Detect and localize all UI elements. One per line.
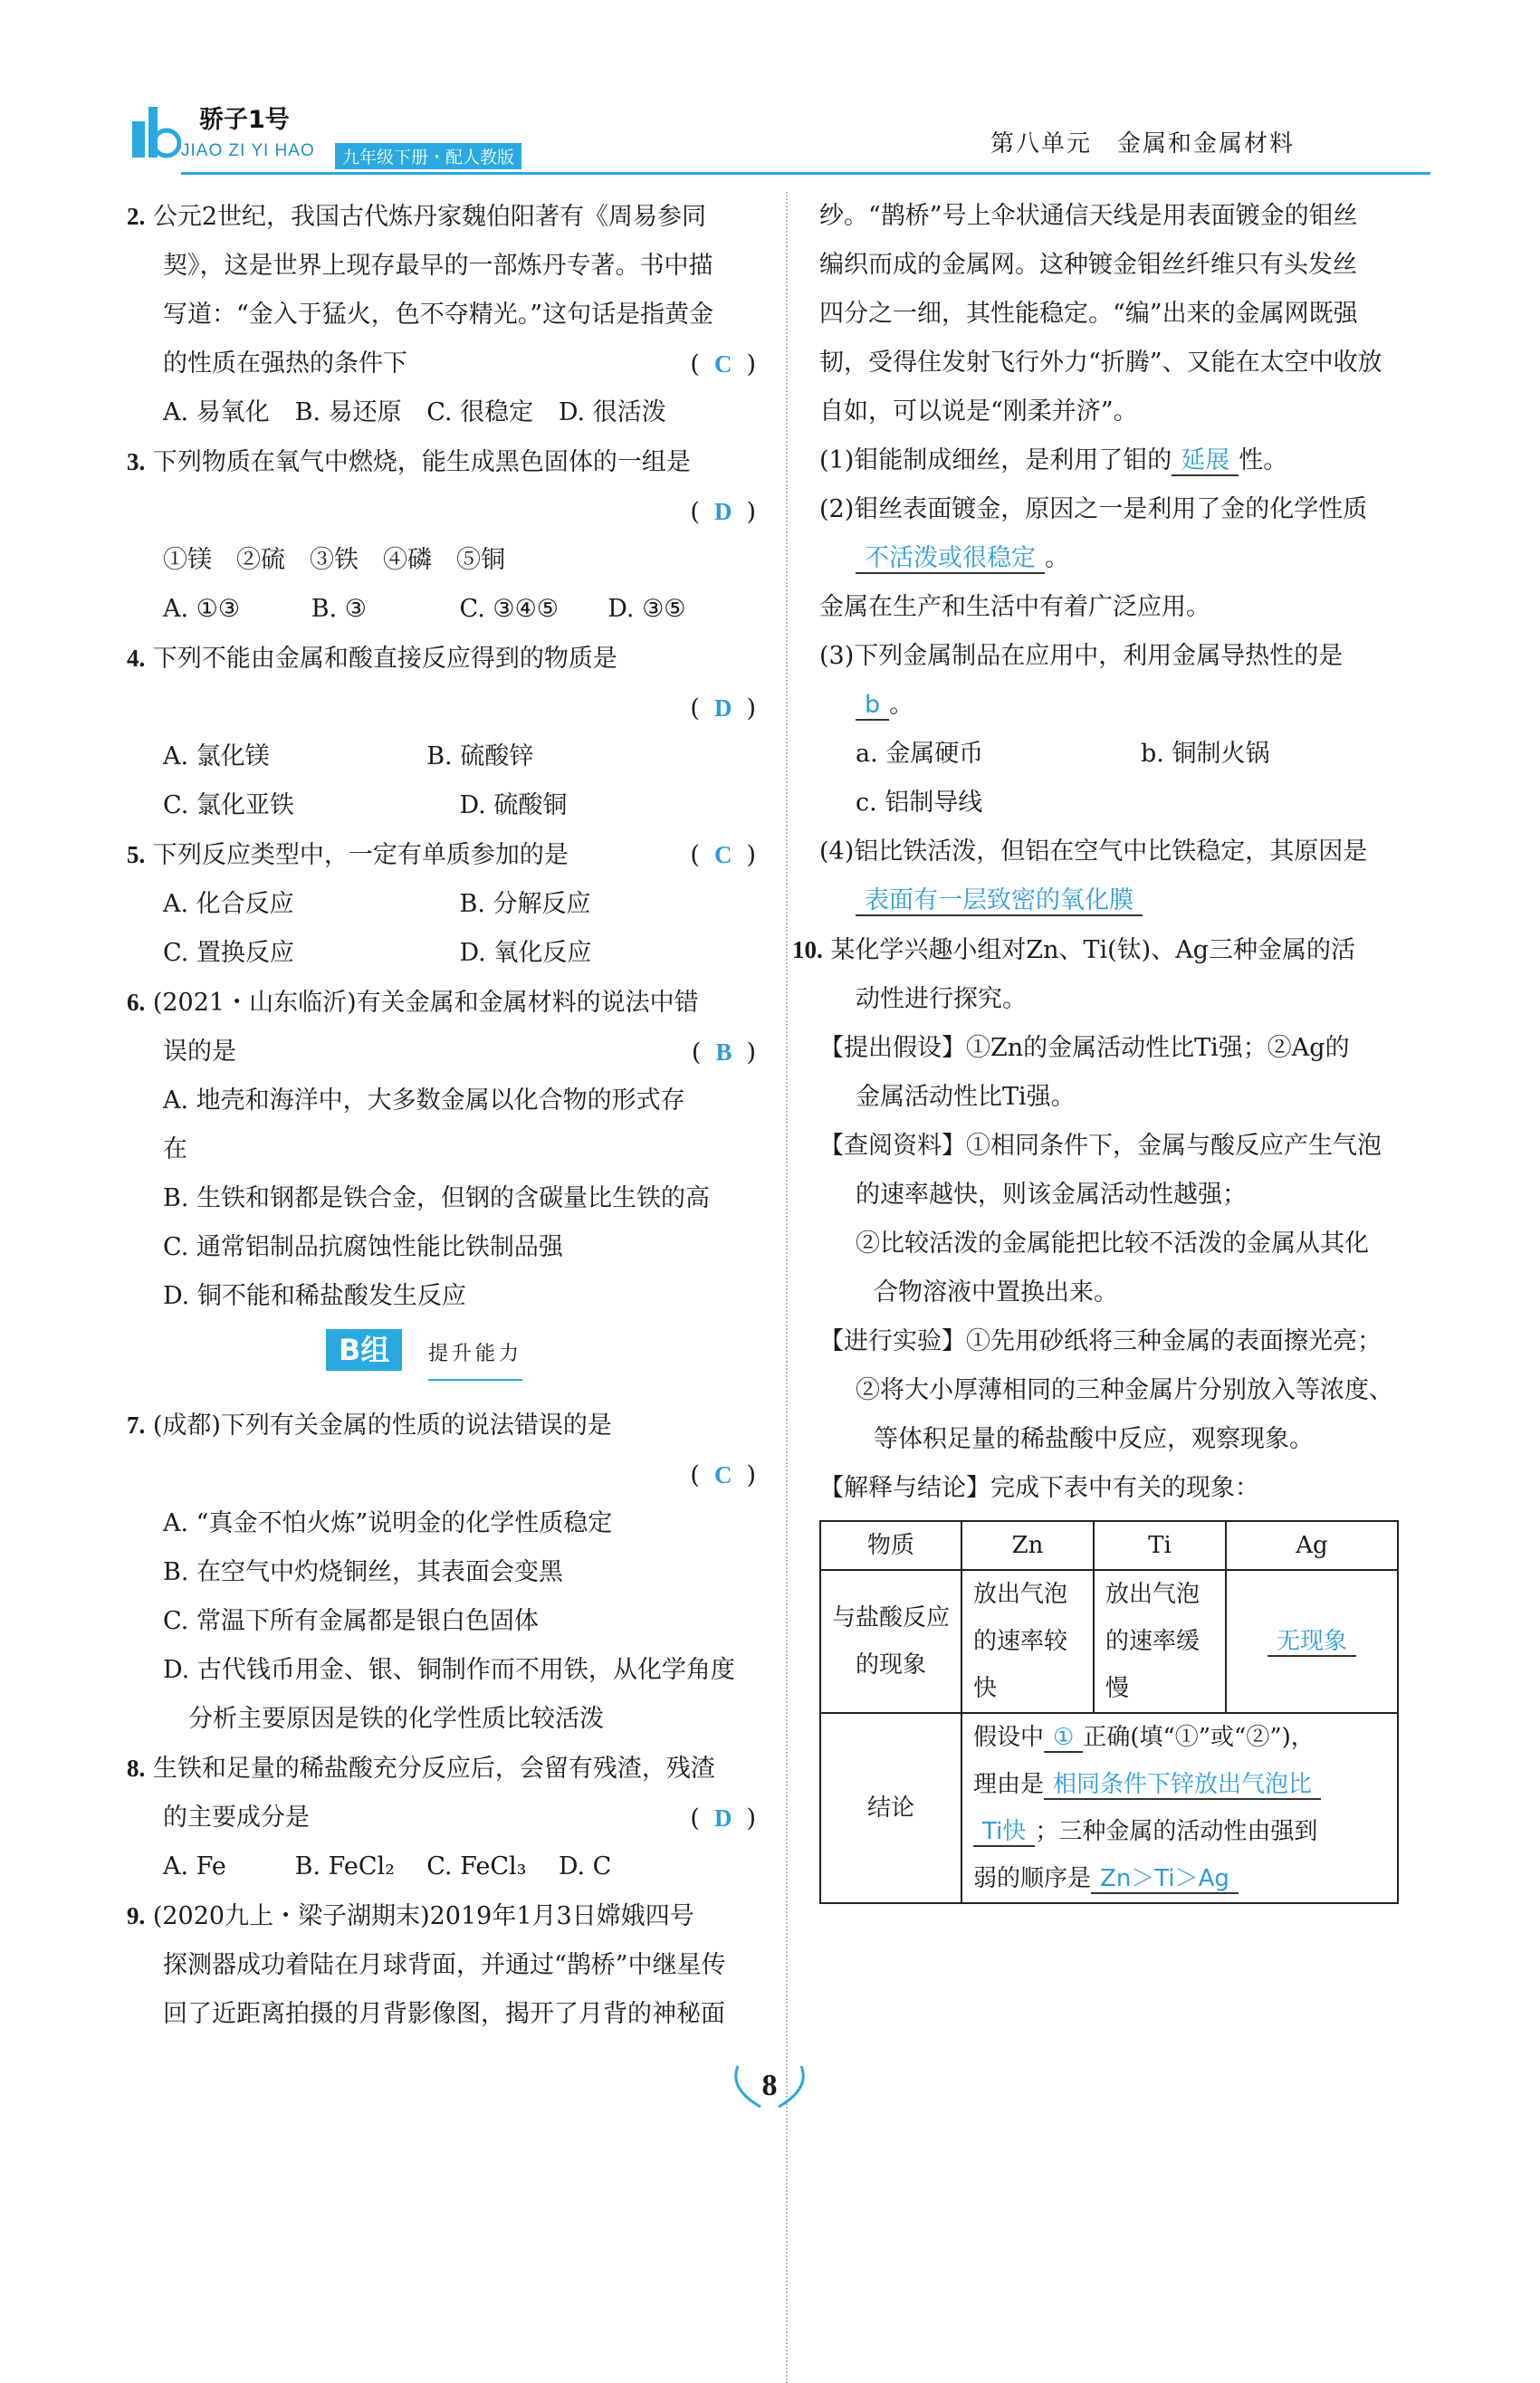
question-9: 9. (2020九上・梁子湖期末)2019年1月3日嫦娥四号 探测器成功着陆在月球背面，并通过“鹊桥”中继星传 回了近距离拍摄的月背影像图，揭开了月背的神秘面 bbox=[127, 1902, 726, 2028]
part-3: (3)下列金属制品在应用中，利用金属导热性的是 bbox=[819, 642, 1344, 670]
fill-answer: Zn＞Ti＞Ag bbox=[1091, 1865, 1239, 1894]
options-row: A. 易氧化 B. 易还原 C. 很稳定 D. 很活泼 bbox=[163, 398, 666, 426]
question-2: 2. 公元2世纪，我国古代炼丹家魏伯阳著有《周易参同 契》，这是世界上现存最早的一部炼丹专著。书中描 写道：“金入于猛火，色不夺精光。”这句话是指黄金 的性质在强热的条件下 ( C ) A. 易氧化 B. 易还原 C. 很稳定 D. 很活泼 bbox=[127, 192, 756, 437]
table-row: 结论 假设中 ① 正确(填“①”或“②”)， 理由是 相同条件下锌放出气泡比 Ti快 ；三种金属的活动性由强到 弱的顺序是 Zn＞Ti＞Ag bbox=[820, 1713, 1398, 1903]
edition-badge: 九年级下册・配人教版 bbox=[335, 143, 521, 169]
answer-slot: ( C ) bbox=[690, 841, 756, 869]
section-b-header bbox=[326, 1328, 756, 1392]
brand-name: 骄子1号 bbox=[199, 106, 290, 134]
fill-answer: 不活泼或很稳定 bbox=[856, 544, 1045, 574]
results-table bbox=[819, 1520, 1399, 1904]
question-9-continued: 纱。“鹊桥”号上伞状通信天线是用表面镀金的钼丝 编织而成的金属网。这种镀金钼丝纤维只有头发丝 四分之一细，其性能稳定。“编”出来的金属网既强 韧，受得住发射飞行外力“折腾”、又能在太空中收放 自如，可以说是“刚柔并济”。 bbox=[819, 202, 1382, 426]
fill-answer: 无现象 bbox=[1267, 1628, 1356, 1657]
section-title: 提升能力 bbox=[428, 1330, 522, 1381]
question-7: 7. (成都)下列有关金属的性质的说法错误的是 ( C ) A. “真金不怕火炼”说明金的化学性质稳定 B. 在空气中灼烧铜丝，其表面会变黑 C. 常温下所有金属都是银白色固体 D. 古代钱币用金、银、铜制作而不用铁，从化学角度 分析主要原因是铁的化学性质比较活泼 bbox=[127, 1412, 756, 1733]
question-8: 8. 生铁和足量的稀盐酸充分反应后，会留有残渣，残渣 的主要成分是 ( D ) A. Fe B. FeCl₂ C. FeCl₃ D. C bbox=[127, 1755, 756, 1881]
question-4: 4. 下列不能由金属和酸直接反应得到的物质是 ( D ) A. 氯化镁 B. 硫酸锌 C. 氯化亚铁 D. 硫酸铜 bbox=[127, 645, 756, 819]
question-10: 10. 某化学兴趣小组对Zn、Ti(钛)、Ag三种金属的活 动性进行探究。 【提出假设】①Zn的金属活动性比Ti强；②Ag的 金属活动性比Ti强。 【查阅资料】①相同条件下，金属与酸反应产生气泡 的速率越快，则该金属活动性越强； ②比较活泼的金属能把比较不活泼的金属从其化 合物溶液中置换出来。 【进行实验】①先用砂纸将三种金属的表面擦光亮； ②将大小厚薄相同的三种金属片分别放入等浓度、 等体积足量的稀盐酸中反应，观察现象。 【解释与结论】完成下表中有关的现象： bbox=[792, 936, 1393, 1502]
answer-slot: ( C ) bbox=[690, 350, 756, 378]
answer-slot: ( D ) bbox=[690, 1804, 756, 1833]
table-row: 与盐酸反应的现象 放出气泡的速率较快 放出气泡的速率缓慢 无现象 bbox=[820, 1570, 1398, 1713]
section-label: B组 bbox=[326, 1329, 402, 1371]
flask-logo-icon bbox=[127, 103, 181, 159]
part-1: (1)钼能制成细丝，是利用了钼的 延展 性。 bbox=[819, 446, 1288, 474]
answer-slot: ( D ) bbox=[690, 694, 756, 723]
table-header: 物质 bbox=[820, 1521, 961, 1570]
question-3: 3. 下列物质在氧气中燃烧，能生成黑色固体的一组是 ( D ) ①镁 ②硫 ③铁 ④磷 ⑤铜 A. ①③ B. ③ C. ③④⑤ D. ③⑤ bbox=[127, 437, 756, 634]
right-column: 纱。“鹊桥”号上伞状通信天线是用表面镀金的钼丝 编织而成的金属网。这种镀金钼丝纤维只有头发丝 四分之一细，其性能稳定。“编”出来的金属网既强 韧，受得住发射飞行外力“折腾”、又能在太空中收放 自如，可以说是“刚柔并济”。 (1)钼能制成细丝，是利用了钼的 延展 性。 (2)钼丝表面镀金，原因之一是利用了金的化学性质 不活泼或很稳定 。 金属在生产和生活中有着广泛应用。 (3)下列金属制品在应用中，利用金属导热性的是 b 。 a. 金属硬币 b. 铜制火锅 c. 铝制导线 (4)铝比铁活泼，但铝在空气中比铁稳定，其原因是 表面有一层致密的氧化膜 10. 某化学兴趣小组对Zn、Ti(钛)、Ag三种金属的活 动性进行探究。 【提出假设】①Zn的金属活动性比Ti强；②Ag的 金属活动性比Ti强。 【查阅资料】①相同条件下，金属与酸反应产生气泡 的速率越快，则该金属活动性越强； ②比较活泼的金属能把比较不活泼的金属从其化 合物溶液中置换出来。 【进行实验】①先用砂纸将三种金属的表面擦光亮； ②将大小厚薄相同的三种金属片分别放入等浓度、 等体积足量的稀盐酸中反应，观察现象。 【解释与结论】完成下表中有关的现象： 物质 Zn Ti Ag 与盐酸反应的现象 放出气泡的速率较快 放出气泡的速率缓慢 无现象 结论 假设中 ① 正确(填“①”或“②”)， 理由是 相同条件下锌放出气泡比 Ti快 ；三种金属的活动性由强到 弱的顺序是 Zn＞Ti＞Ag bbox=[819, 192, 1426, 1904]
fill-answer: 延展 bbox=[1172, 446, 1239, 476]
table-header: Zn bbox=[961, 1521, 1094, 1570]
question-6: 6. (2021・山东临沂)有关金属和金属材料的说法中错 误的是 ( B ) A. 地壳和海洋中，大多数金属以化合物的形式存在 B. 生铁和钢都是铁合金，但钢的含碳量比生铁的高 C. 通常铝制品抗腐蚀性能比铁制品强 D. 铜不能和稀盐酸发生反应 bbox=[127, 989, 756, 1310]
page-number: 8 bbox=[761, 2069, 778, 2102]
question-5: 5. 下列反应类型中，一定有单质参加的是 ( C ) A. 化合反应 B. 分解反应 C. 置换反应 D. 氧化反应 bbox=[127, 830, 756, 978]
page-header bbox=[127, 98, 1430, 172]
unit-title: 第八单元 金属和金属材料 bbox=[990, 130, 1295, 158]
fill-answer: ① bbox=[1044, 1724, 1083, 1753]
fill-answer: 表面有一层致密的氧化膜 bbox=[856, 886, 1143, 916]
part-3-intro: 金属在生产和生活中有着广泛应用。 bbox=[819, 593, 1210, 621]
answer-slot: ( D ) bbox=[690, 498, 756, 526]
fill-answer: b bbox=[856, 691, 889, 721]
table-header: Ag bbox=[1226, 1521, 1398, 1570]
brand-pinyin: JIAO ZI YI HAO bbox=[181, 141, 315, 160]
left-column bbox=[127, 192, 756, 2039]
part-2: (2)钼丝表面镀金，原因之一是利用了金的化学性质 bbox=[819, 495, 1368, 523]
options-row: A. ①③ B. ③ C. ③④⑤ D. ③⑤ bbox=[163, 595, 686, 623]
column-divider bbox=[786, 192, 788, 2383]
answer-slot: ( B ) bbox=[691, 1038, 756, 1067]
fill-answer: Ti快 bbox=[973, 1818, 1035, 1847]
part-4: (4)铝比铁活泼，但铝在空气中比铁稳定，其原因是 bbox=[819, 837, 1368, 866]
answer-slot: ( C ) bbox=[690, 1461, 756, 1489]
fill-answer: 相同条件下锌放出气泡比 bbox=[1044, 1771, 1321, 1800]
table-header: Ti bbox=[1094, 1521, 1226, 1570]
header-rule bbox=[181, 172, 1430, 175]
